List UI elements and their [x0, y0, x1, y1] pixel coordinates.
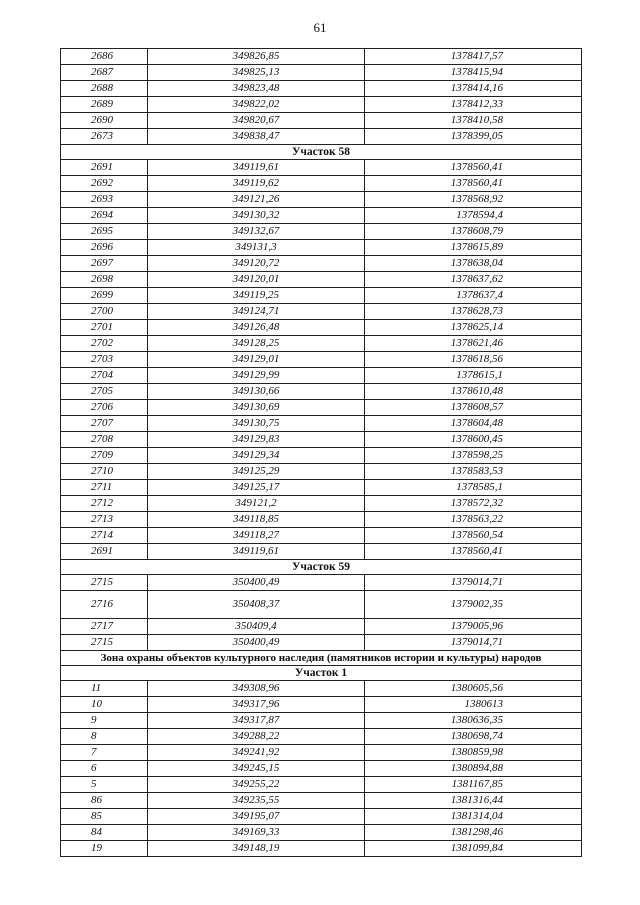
y-coordinate-cell: 1378560,41	[365, 176, 582, 192]
x-coordinate-cell: 349255,22	[148, 777, 365, 793]
section-heading: Участок 59	[61, 560, 582, 575]
y-coordinate-cell: 1378414,16	[365, 81, 582, 97]
point-number-cell: 11	[61, 681, 148, 697]
table-row	[61, 841, 582, 857]
table-row	[61, 49, 582, 65]
y-coordinate-cell: 1381314,04	[365, 809, 582, 825]
table-row	[61, 256, 582, 272]
point-number-cell: 2694	[61, 208, 148, 224]
point-number-cell: 2690	[61, 113, 148, 129]
x-coordinate-cell: 349838,47	[148, 129, 365, 145]
point-number-cell: 2697	[61, 256, 148, 272]
x-coordinate-cell: 349128,25	[148, 336, 365, 352]
x-coordinate-cell: 349121,2	[148, 496, 365, 512]
point-number-cell: 2696	[61, 240, 148, 256]
y-coordinate-cell: 1378608,79	[365, 224, 582, 240]
y-coordinate-cell: 1378600,45	[365, 432, 582, 448]
y-coordinate-cell: 1378610,48	[365, 384, 582, 400]
point-number-cell: 2695	[61, 224, 148, 240]
table-row	[61, 681, 582, 697]
point-number-cell: 2716	[61, 591, 148, 619]
table-row	[61, 713, 582, 729]
section-heading-row	[61, 145, 582, 160]
section-heading: Участок 58	[61, 145, 582, 160]
y-coordinate-cell: 1381167,85	[365, 777, 582, 793]
point-number-cell: 2704	[61, 368, 148, 384]
y-coordinate-cell: 1378415,94	[365, 65, 582, 81]
y-coordinate-cell: 1378608,57	[365, 400, 582, 416]
y-coordinate-cell: 1378618,56	[365, 352, 582, 368]
y-coordinate-cell: 1378563,22	[365, 512, 582, 528]
point-number-cell: 2708	[61, 432, 148, 448]
table-row	[61, 304, 582, 320]
zone-heading: Зона охраны объектов культурного наследия (памятников истории и культуры) народов	[61, 651, 582, 666]
x-coordinate-cell: 349820,67	[148, 113, 365, 129]
page-number: 61	[313, 20, 327, 35]
x-coordinate-cell: 349169,33	[148, 825, 365, 841]
table-row	[61, 591, 582, 619]
table-row	[61, 224, 582, 240]
y-coordinate-cell: 1381316,44	[365, 793, 582, 809]
y-coordinate-cell: 1380894,88	[365, 761, 582, 777]
point-number-cell: 2686	[61, 49, 148, 65]
table-row	[61, 240, 582, 256]
point-number-cell: 2713	[61, 512, 148, 528]
table-row	[61, 635, 582, 651]
y-coordinate-cell: 1380605,56	[365, 681, 582, 697]
section-heading: Участок 1	[61, 666, 582, 681]
table-row	[61, 320, 582, 336]
x-coordinate-cell: 349132,67	[148, 224, 365, 240]
y-coordinate-cell: 1380859,98	[365, 745, 582, 761]
x-coordinate-cell: 350400,49	[148, 575, 365, 591]
x-coordinate-cell: 349822,02	[148, 97, 365, 113]
point-number-cell: 2703	[61, 352, 148, 368]
x-coordinate-cell: 349125,29	[148, 464, 365, 480]
y-coordinate-cell: 1380698,74	[365, 729, 582, 745]
point-number-cell: 2691	[61, 160, 148, 176]
x-coordinate-cell: 349130,75	[148, 416, 365, 432]
y-coordinate-cell: 1378583,53	[365, 464, 582, 480]
table-row	[61, 761, 582, 777]
y-coordinate-cell: 1378399,05	[365, 129, 582, 145]
x-coordinate-cell: 349126,48	[148, 320, 365, 336]
x-coordinate-cell: 349130,66	[148, 384, 365, 400]
y-coordinate-cell: 1380613	[365, 697, 582, 713]
y-coordinate-cell: 1380636,35	[365, 713, 582, 729]
x-coordinate-cell: 349823,48	[148, 81, 365, 97]
table-row	[61, 512, 582, 528]
table-row	[61, 697, 582, 713]
table-row	[61, 416, 582, 432]
section-heading-row	[61, 560, 582, 575]
point-number-cell: 85	[61, 809, 148, 825]
table-row	[61, 272, 582, 288]
point-number-cell: 2699	[61, 288, 148, 304]
x-coordinate-cell: 349245,15	[148, 761, 365, 777]
point-number-cell: 2710	[61, 464, 148, 480]
point-number-cell: 2698	[61, 272, 148, 288]
point-number-cell: 2691	[61, 544, 148, 560]
point-number-cell: 2700	[61, 304, 148, 320]
y-coordinate-cell: 1378615,89	[365, 240, 582, 256]
table-row	[61, 496, 582, 512]
y-coordinate-cell: 1378417,57	[365, 49, 582, 65]
table-row	[61, 432, 582, 448]
y-coordinate-cell: 1378572,32	[365, 496, 582, 512]
point-number-cell: 86	[61, 793, 148, 809]
y-coordinate-cell: 1379014,71	[365, 575, 582, 591]
table-row	[61, 288, 582, 304]
point-number-cell: 7	[61, 745, 148, 761]
point-number-cell: 19	[61, 841, 148, 857]
point-number-cell: 2701	[61, 320, 148, 336]
point-number-cell: 5	[61, 777, 148, 793]
x-coordinate-cell: 349288,22	[148, 729, 365, 745]
x-coordinate-cell: 349121,26	[148, 192, 365, 208]
x-coordinate-cell: 349120,01	[148, 272, 365, 288]
x-coordinate-cell: 349130,69	[148, 400, 365, 416]
y-coordinate-cell: 1378560,54	[365, 528, 582, 544]
y-coordinate-cell: 1378412,33	[365, 97, 582, 113]
point-number-cell: 9	[61, 713, 148, 729]
coordinates-table-body	[61, 49, 582, 857]
x-coordinate-cell: 349241,92	[148, 745, 365, 761]
x-coordinate-cell: 349120,72	[148, 256, 365, 272]
x-coordinate-cell: 349195,07	[148, 809, 365, 825]
table-row	[61, 97, 582, 113]
zone-heading-row	[61, 651, 582, 666]
table-row	[61, 544, 582, 560]
y-coordinate-cell: 1379005,96	[365, 619, 582, 635]
x-coordinate-cell: 350400,49	[148, 635, 365, 651]
point-number-cell: 2717	[61, 619, 148, 635]
table-row	[61, 352, 582, 368]
table-row	[61, 619, 582, 635]
table-row	[61, 809, 582, 825]
y-coordinate-cell: 1378638,04	[365, 256, 582, 272]
table-row	[61, 464, 582, 480]
table-row	[61, 575, 582, 591]
y-coordinate-cell: 1379002,35	[365, 591, 582, 619]
x-coordinate-cell: 349118,85	[148, 512, 365, 528]
x-coordinate-cell: 349129,83	[148, 432, 365, 448]
x-coordinate-cell: 349129,34	[148, 448, 365, 464]
point-number-cell: 2673	[61, 129, 148, 145]
point-number-cell: 84	[61, 825, 148, 841]
table-row	[61, 81, 582, 97]
point-number-cell: 2711	[61, 480, 148, 496]
y-coordinate-cell: 1378568,92	[365, 192, 582, 208]
table-row	[61, 793, 582, 809]
point-number-cell: 2709	[61, 448, 148, 464]
point-number-cell: 6	[61, 761, 148, 777]
x-coordinate-cell: 349125,17	[148, 480, 365, 496]
point-number-cell: 2702	[61, 336, 148, 352]
section-heading-row	[61, 666, 582, 681]
table-row	[61, 160, 582, 176]
x-coordinate-cell: 349826,85	[148, 49, 365, 65]
point-number-cell: 2687	[61, 65, 148, 81]
y-coordinate-cell: 1378637,4	[365, 288, 582, 304]
y-coordinate-cell: 1378410,58	[365, 113, 582, 129]
x-coordinate-cell: 350408,37	[148, 591, 365, 619]
point-number-cell: 2705	[61, 384, 148, 400]
x-coordinate-cell: 349124,71	[148, 304, 365, 320]
y-coordinate-cell: 1381298,46	[365, 825, 582, 841]
table-row	[61, 400, 582, 416]
y-coordinate-cell: 1381099,84	[365, 841, 582, 857]
x-coordinate-cell: 349308,96	[148, 681, 365, 697]
table-row	[61, 192, 582, 208]
point-number-cell: 10	[61, 697, 148, 713]
y-coordinate-cell: 1378621,46	[365, 336, 582, 352]
x-coordinate-cell: 349119,62	[148, 176, 365, 192]
table-row	[61, 729, 582, 745]
x-coordinate-cell: 349129,01	[148, 352, 365, 368]
table-row	[61, 480, 582, 496]
point-number-cell: 2688	[61, 81, 148, 97]
y-coordinate-cell: 1379014,71	[365, 635, 582, 651]
y-coordinate-cell: 1378615,1	[365, 368, 582, 384]
table-row	[61, 448, 582, 464]
x-coordinate-cell: 349131,3	[148, 240, 365, 256]
point-number-cell: 2689	[61, 97, 148, 113]
x-coordinate-cell: 349119,61	[148, 544, 365, 560]
x-coordinate-cell: 349119,25	[148, 288, 365, 304]
y-coordinate-cell: 1378560,41	[365, 160, 582, 176]
table-row	[61, 368, 582, 384]
table-row	[61, 336, 582, 352]
point-number-cell: 8	[61, 729, 148, 745]
y-coordinate-cell: 1378560,41	[365, 544, 582, 560]
x-coordinate-cell: 349235,55	[148, 793, 365, 809]
point-number-cell: 2693	[61, 192, 148, 208]
x-coordinate-cell: 349317,87	[148, 713, 365, 729]
table-row	[61, 65, 582, 81]
coordinates-table	[60, 48, 582, 857]
table-row	[61, 528, 582, 544]
y-coordinate-cell: 1378594,4	[365, 208, 582, 224]
table-row	[61, 129, 582, 145]
x-coordinate-cell: 349118,27	[148, 528, 365, 544]
table-row	[61, 745, 582, 761]
table-row	[61, 825, 582, 841]
x-coordinate-cell: 349825,13	[148, 65, 365, 81]
y-coordinate-cell: 1378625,14	[365, 320, 582, 336]
y-coordinate-cell: 1378598,25	[365, 448, 582, 464]
point-number-cell: 2715	[61, 575, 148, 591]
x-coordinate-cell: 349119,61	[148, 160, 365, 176]
table-row	[61, 113, 582, 129]
table-row	[61, 777, 582, 793]
table-row	[61, 176, 582, 192]
table-row	[61, 384, 582, 400]
point-number-cell: 2707	[61, 416, 148, 432]
x-coordinate-cell: 349130,32	[148, 208, 365, 224]
x-coordinate-cell: 349317,96	[148, 697, 365, 713]
point-number-cell: 2712	[61, 496, 148, 512]
x-coordinate-cell: 349129,99	[148, 368, 365, 384]
table-row	[61, 208, 582, 224]
y-coordinate-cell: 1378585,1	[365, 480, 582, 496]
y-coordinate-cell: 1378637,62	[365, 272, 582, 288]
point-number-cell: 2714	[61, 528, 148, 544]
x-coordinate-cell: 349148,19	[148, 841, 365, 857]
y-coordinate-cell: 1378628,73	[365, 304, 582, 320]
point-number-cell: 2715	[61, 635, 148, 651]
point-number-cell: 2706	[61, 400, 148, 416]
y-coordinate-cell: 1378604,48	[365, 416, 582, 432]
x-coordinate-cell: 350409,4	[148, 619, 365, 635]
point-number-cell: 2692	[61, 176, 148, 192]
